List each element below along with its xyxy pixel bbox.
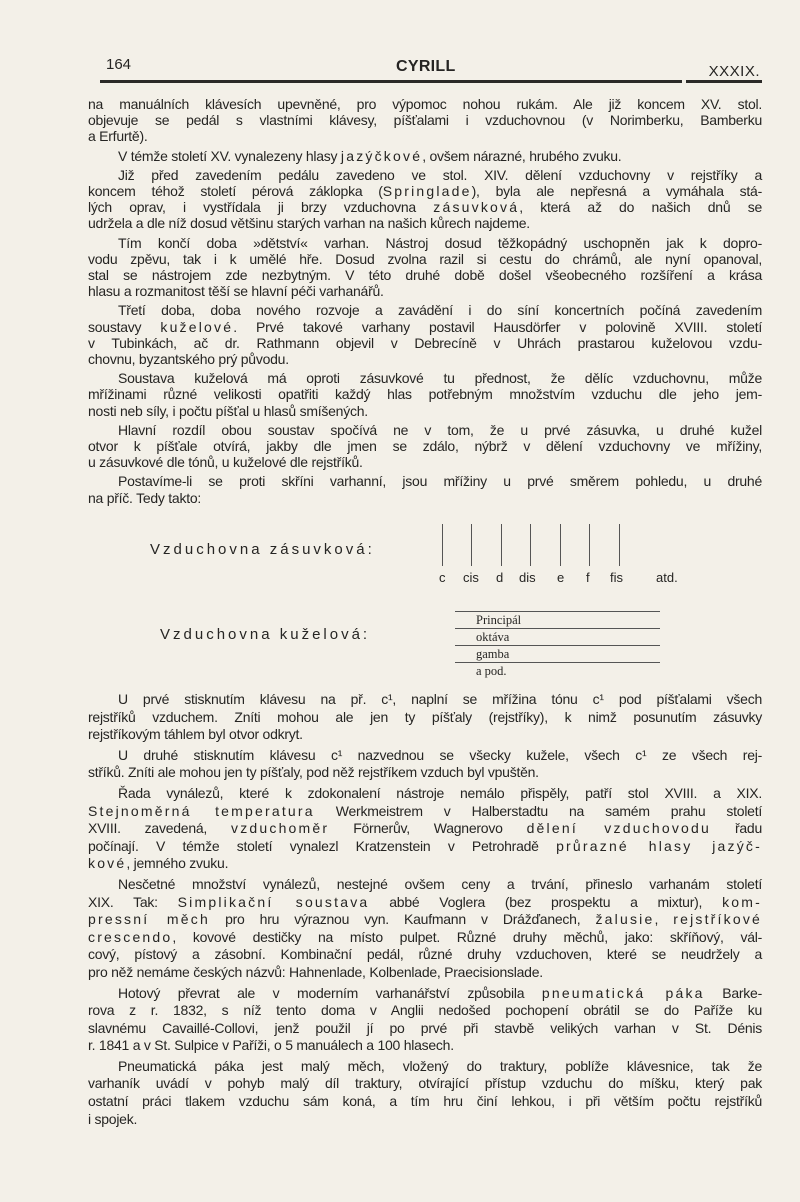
text-segment: Hotový převrat ale v moderním varhanářství způsobila xyxy=(118,984,542,1001)
text-line xyxy=(88,803,762,821)
paragraph xyxy=(88,235,762,300)
register-label: gamba xyxy=(476,647,510,661)
page-number: 164 xyxy=(106,56,132,73)
text-line: U prvé stisknutím klávesu na př. c¹, naplní se mřížina tónu c¹ pod píšťalami všech xyxy=(118,691,762,707)
text-line: Postavíme-li se proti skříni varhanní, jsou mřížiny u prvé směrem pohledu, u druhé xyxy=(118,473,762,490)
paragraph xyxy=(88,1058,762,1128)
text-line: otvor k píšťale otvírá, jakby dle jmen se zdálo, nýbrž v dělení vzduchovny ve mřížiny, xyxy=(88,438,762,455)
text-segment: , která až do našich dnů se xyxy=(519,199,762,216)
text-line: a Erfurtě). xyxy=(88,128,148,145)
text-segment: XVIII. zavedená, xyxy=(88,820,231,837)
register-line xyxy=(455,645,660,646)
tone-label: c xyxy=(439,570,446,585)
text-line: stříků. Zníti ale mohou jen ty píšťaly, pod něž rejstříkem vzduch byl vpuštěn. xyxy=(88,764,539,781)
register-line xyxy=(455,611,660,612)
paragraph xyxy=(88,422,762,471)
paragraph xyxy=(88,691,762,744)
text-line: Hlavní rozdíl obou soustav spočívá ne v tom, že u prvé zásuvka, u druhé kužel xyxy=(118,421,762,438)
text-line xyxy=(88,319,762,335)
text-line: Soustava kuželová má oproti zásuvkové tu přednost, že dělíc vzduchovnu, může xyxy=(118,370,762,387)
register-line xyxy=(455,628,660,629)
text-line xyxy=(88,855,762,873)
text-block-bottom xyxy=(88,691,762,1131)
text-line xyxy=(88,199,762,215)
text-segment: pro hru výraznou vyn. Kaufmann v Drážďanech, xyxy=(209,911,596,928)
text-line xyxy=(88,911,762,929)
text-line xyxy=(88,985,762,1003)
register-label: Principál xyxy=(476,613,522,627)
slider-line xyxy=(619,524,620,566)
text-line: Třetí doba, doba nového rozvoje a zavádění i do síní koncertních počíná zavedením xyxy=(118,302,762,319)
text-line: Tím končí doba »dětství« varhan. Nástroj dosud těžkopádný uschopněn jak k dopro- xyxy=(118,234,762,251)
text-line: na příč. Tedy takto: xyxy=(88,489,202,506)
paragraph xyxy=(88,167,762,232)
text-segment: . Prvé takové varhany postavil Hausdörfer v polovině XVIII. století xyxy=(233,318,762,335)
text-line: Nesčetné množství vynálezů, nestejné ovšem ceny a trvání, přineslo varhanám století xyxy=(118,875,762,892)
text-segment: , ovšem nárazné, hrubého zvuku. xyxy=(422,147,622,164)
tone-label: e xyxy=(557,570,565,585)
text-line: nosti neb síly, i počtu píšťal u hlasů smíšených. xyxy=(88,402,368,419)
text-line: objevuje se pedál s vlastními klávesy, píšťalami i vzduchovnou (v Norimberku, Bamberku xyxy=(88,112,762,129)
text-segment: Förnerův, Wagnerovo xyxy=(329,820,527,837)
text-block-top xyxy=(88,96,762,509)
slider-line xyxy=(530,524,531,566)
emphasized-text: vzduchoměr xyxy=(231,820,330,837)
text-line: hlasu a rozmanitost těší se hlavní péči varhanářů. xyxy=(88,283,384,300)
text-line: ostatní práci tlakem vzduchu sám koná, a tím hru činí lehkou, i při větším počtu rejstříků xyxy=(88,1093,762,1110)
text-line xyxy=(88,148,762,164)
text-line xyxy=(88,894,762,912)
text-line: r. 1841 a v St. Sulpice v Paříži, o 5 manuálech a 100 hlasech. xyxy=(88,1037,454,1054)
text-segment: ), byla ale nepřesná a vymáhala stá- xyxy=(471,183,762,200)
text-line: slavnému Cavaillé-Collovi, jenž použil jí po prvé při stavbě velikých varhan v St. Dénis xyxy=(88,1019,762,1036)
slider-line xyxy=(560,524,561,566)
emphasized-text: žalusie xyxy=(595,911,655,928)
text-line: na manuálních klávesích upevněné, pro výpomoc nohou rukám. Ale již koncem XV. stol. xyxy=(88,96,762,112)
header-rule-right xyxy=(686,80,762,83)
paragraph xyxy=(88,96,762,145)
text-segment: lých oprav, i vystřídala ji brzy vzduchovna xyxy=(88,199,434,216)
emphasized-text: jazýčkové xyxy=(340,147,423,164)
text-line: rova z r. 1832, s níž tento doma v Anglii nedošed pochopení obrátil se do Paříže ku xyxy=(88,1002,762,1019)
slider-chest-label: Vzduchovna zásuvková: xyxy=(150,541,375,558)
text-line: rejstříků vzduchem. Zníti mohou ale jen ty píšťaly (rejstříky), k nimž posunutím zásuvky xyxy=(88,708,762,725)
text-segment: počínají. V témže století vynalezl Kratzenstein v Petrohradě xyxy=(88,837,557,854)
emphasized-text: Simplikační soustava xyxy=(177,893,370,910)
text-line: v Tubinkách, ač dr. Rathmann objevil v Debrecíně v Uhrách prastarou kuželovou vzdu- xyxy=(88,334,762,351)
slider-line xyxy=(589,524,590,566)
tone-label: d xyxy=(496,570,504,585)
volume-number: XXXIX. xyxy=(708,63,760,80)
text-segment: , jemného zvuku. xyxy=(126,855,229,872)
text-line: Již před zavedením pedálu zavedeno ve stol. XIV. dělení vzduchovny v rejstříky a xyxy=(118,166,762,183)
paragraph xyxy=(88,370,762,419)
text-line xyxy=(88,838,762,856)
text-line: chovnu, byzantského prý původu. xyxy=(88,351,289,368)
text-line: stal se nástrojem zde nezbytným. V této druhé době došel všeobecného rozšíření a krása xyxy=(88,267,762,284)
text-line: udržela a dle níž dosud většinu starých varhan na našich kůrech najdeme. xyxy=(88,215,530,232)
text-line: Řada vynálezů, které k zdokonalení nástroje nemálo přispěly, patří stol XVIII. a XIX. xyxy=(118,784,762,801)
register-label: a pod. xyxy=(476,664,507,678)
emphasized-text: průrazné hlasy jazýč- xyxy=(556,837,762,854)
emphasized-text: rejstříkové xyxy=(673,911,763,928)
text-line: i spojek. xyxy=(88,1110,138,1127)
emphasized-text: Springlade xyxy=(382,183,472,200)
text-line: rejstříkovým táhlem byl otvor odkryt. xyxy=(88,726,303,743)
text-line: varhaník uvádí v pohyb malý díl traktury, otvírající přístup vzduchu do míšku, který pak xyxy=(88,1075,762,1092)
emphasized-text: zásuvková xyxy=(433,199,520,216)
register-label: oktáva xyxy=(476,630,510,644)
emphasized-text: crescendo xyxy=(88,928,173,945)
text-line: cový, pístový a zásobní. Kombinační pedál, různé druhy vzduchoven, které se neudržely a xyxy=(88,946,762,963)
text-segment: V témže století XV. vynalezeny hlasy xyxy=(118,147,341,164)
text-segment: abbé Voglera (bez prospektu a mixtur), xyxy=(369,893,723,910)
paragraph xyxy=(88,148,762,164)
paragraph xyxy=(88,302,762,367)
text-segment: Barke- xyxy=(704,984,763,1001)
emphasized-text: pressní měch xyxy=(88,911,210,928)
text-line xyxy=(88,183,762,199)
tone-label: f xyxy=(586,570,590,585)
text-line: u zásuvkové dle tónů, u kuželové dle rejstříků. xyxy=(88,454,363,471)
text-line xyxy=(88,820,762,838)
emphasized-text: pneumatická páka xyxy=(541,984,705,1001)
running-title: CYRILL xyxy=(396,58,456,75)
text-segment: , kovové destičky na místo pulpet. Různé druhy měchů, jako: skříňový, vál- xyxy=(172,928,762,945)
emphasized-text: kuželové xyxy=(160,318,234,335)
header-rule xyxy=(100,80,682,83)
text-segment: , xyxy=(654,911,674,928)
text-line: U druhé stisknutím klávesu c¹ nazvednou se všecky kužele, všech c¹ ze všech rej- xyxy=(118,746,762,763)
text-segment: soustavy xyxy=(88,318,161,335)
text-line: mřížinami různé velikosti opatřiti každý hlas potřebným množstvím vzduchu dle jeho jem- xyxy=(88,386,762,403)
slider-line xyxy=(501,524,502,566)
text-segment: XIX. Tak: xyxy=(88,893,178,910)
text-segment: Werkmeistrem v Halberstadtu na samém prahu století xyxy=(314,802,762,819)
text-line xyxy=(88,929,762,947)
text-line: pro něž nemáme českých názvů: Hahnenlade, Kolbenlade, Praecisionslade. xyxy=(88,963,543,980)
tone-label: fis xyxy=(610,570,623,585)
text-segment: koncem téhož století pérová záklopka ( xyxy=(88,183,383,200)
emphasized-text: dělení vzduchovodu xyxy=(526,820,712,837)
text-line: vodu zpěvu, tak i k umělé hře. Dosud zvolna razil si cestu do chrámů, ale nyní opanoval, xyxy=(88,250,762,267)
paragraph xyxy=(88,985,762,1055)
text-line: Pneumatická páka jest malý měch, vložený do traktury, poblíže klávesnice, tak že xyxy=(118,1057,762,1074)
paragraph xyxy=(88,876,762,982)
tone-label: dis xyxy=(519,570,536,585)
cone-chest-label: Vzduchovna kuželová: xyxy=(160,626,371,643)
paragraph xyxy=(88,785,762,873)
paragraph xyxy=(88,473,762,505)
emphasized-text: kom- xyxy=(722,893,762,910)
paragraph xyxy=(88,747,762,782)
register-line xyxy=(455,662,660,663)
emphasized-text: kové xyxy=(88,855,127,872)
slider-line xyxy=(442,524,443,566)
text-segment: řadu xyxy=(711,820,762,837)
tone-label: cis xyxy=(463,570,479,585)
tone-label: atd. xyxy=(656,570,678,585)
slider-line xyxy=(471,524,472,566)
emphasized-text: Stejnoměrná temperatura xyxy=(88,802,315,819)
